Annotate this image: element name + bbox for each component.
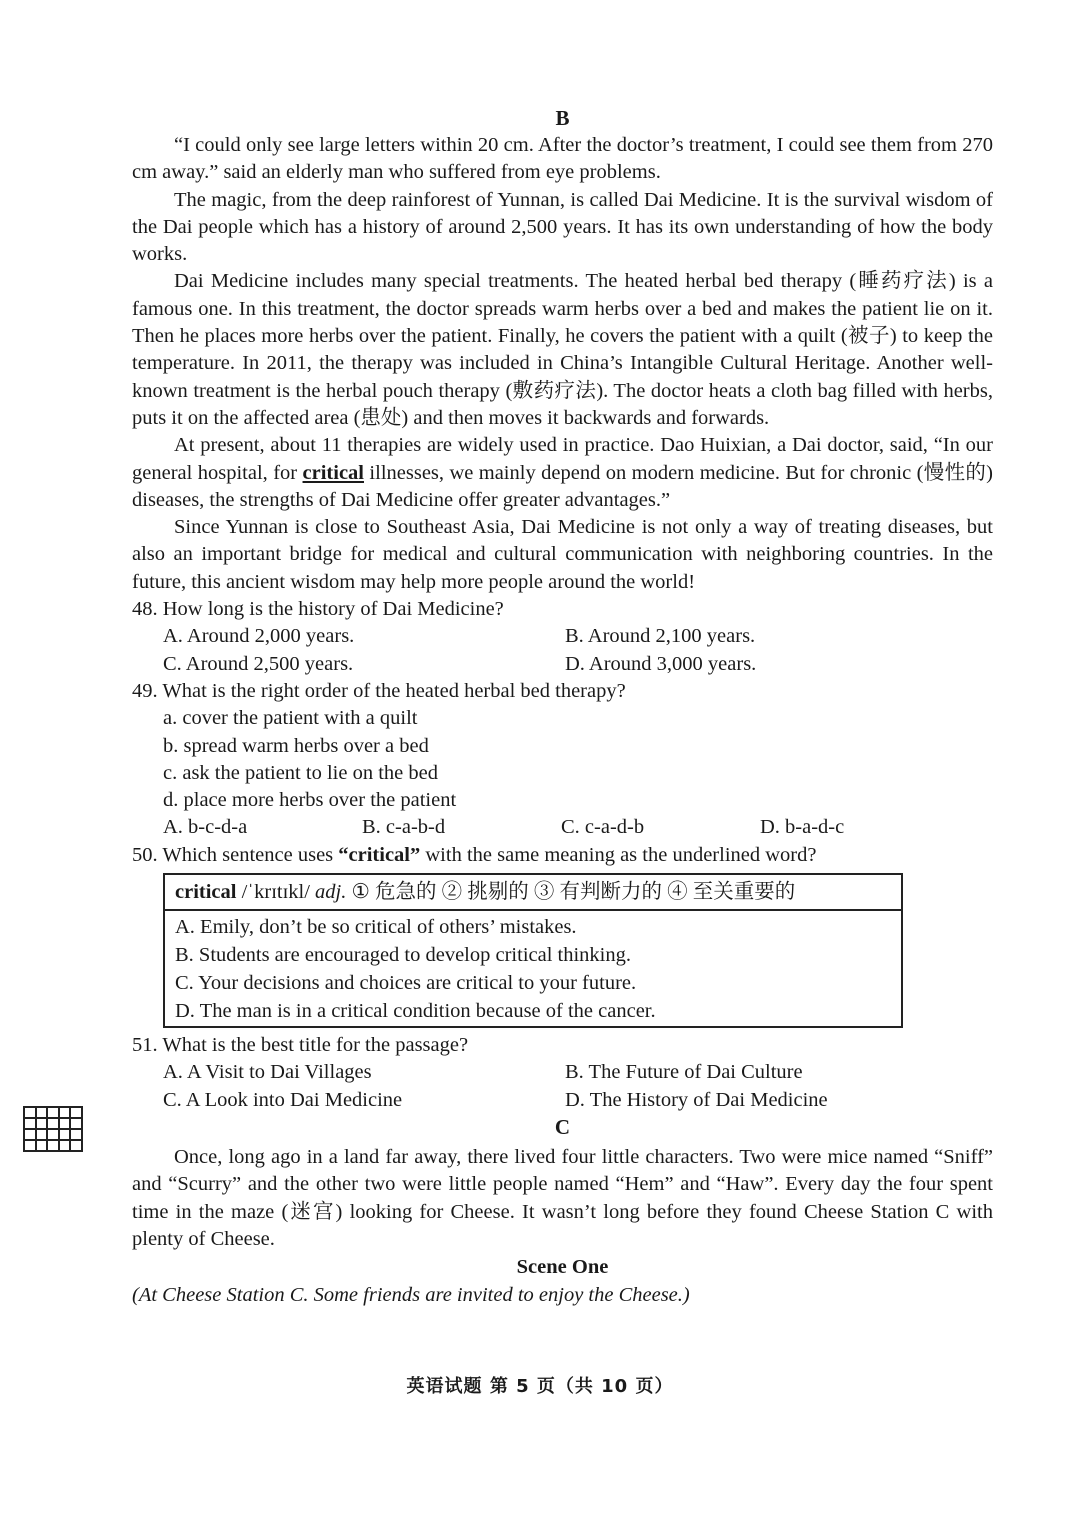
option-a: A. A Visit to Dai Villages: [163, 1061, 372, 1084]
question-51-options: [132, 1059, 993, 1086]
option-a: A. Around 2,000 years.: [163, 625, 355, 648]
option-c: C. A Look into Dai Medicine: [163, 1088, 403, 1111]
text: illnesses, we mainly depend on modern medicine. But for chronic (慢性的) diseases, the strengths of Dai Medicine offer greater advantages.”: [132, 461, 993, 511]
paragraph: Once, long ago in a land far away, there lived four little characters. Two were mice named “Sniff” and “Scurry” and the other two were little people named “Hem” and “Haw”. Every day the four spent time in the maze (迷宫) looking for Cheese. It wasn’t long before they found Cheese Station C with plenty of Cheese.: [132, 1145, 993, 1250]
option-b: B. Around 2,100 years.: [565, 625, 756, 648]
question-48-stem: 48. How long is the history of Dai Medicine?: [132, 598, 504, 621]
grid-icon: [23, 1106, 83, 1152]
paragraph: Since Yunnan is close to Southeast Asia, Dai Medicine is not only a way of treating diseases, but also an important bridge for medical and cultural communication with neighboring countries. In the future, this ancient wisdom may help more people around the world!: [132, 516, 993, 593]
paragraph: The magic, from the deep rainforest of Yunnan, is called Dai Medicine. It is the survival wisdom of the Dai people which has a history of around 2,500 years. It has its own understanding of how the body works.: [132, 188, 993, 266]
option-a: A. b-c-d-a: [163, 816, 248, 839]
dict-pos: adj.: [315, 881, 347, 904]
question-50-options: [165, 911, 901, 1026]
paragraph: Dai Medicine includes many special treatments. The heated herbal bed therapy (睡药疗法) is a famous one. In this treatment, the doctor spreads warm herbs over a bed and makes the patient lie on it. Then he places more herbs over the patient. Finally, he covers the patient with a quilt (被子) to keep the temperature. In 2011, the therapy was included in China’s Intangible Cultural Heritage. Another well-known treatment is the herbal pouch therapy (敷药疗法). The doctor heats a cloth bag filled with herbs, puts it on the affected area (患处) and then moves it backwards and forwards.: [132, 270, 993, 429]
option-d: D. The man is in a critical condition because of the cancer.: [175, 1000, 656, 1023]
question-49-stem: 49. What is the right order of the heated herbal bed therapy?: [132, 679, 626, 702]
question-51-options: [132, 1087, 993, 1114]
exam-page: [132, 105, 993, 1309]
paragraph: “I could only see large letters within 20 cm. After the doctor’s treatment, I could see them from 270 cm away.” said an elderly man who suffered from eye problems.: [132, 134, 993, 184]
option-c: C. c-a-d-b: [561, 816, 645, 839]
option-d: D. The History of Dai Medicine: [565, 1088, 828, 1111]
question-48-options: [132, 623, 993, 650]
scene-title: Scene One: [516, 1256, 609, 1279]
question-51-stem: 51. What is the best title for the passage?: [132, 1034, 469, 1057]
option-c: C. Around 2,500 years.: [163, 652, 354, 675]
step-item: d. place more herbs over the patient: [163, 789, 457, 812]
question-50-stem: [132, 842, 993, 869]
question-48-options: [132, 651, 993, 678]
keyword: “critical”: [338, 843, 421, 866]
text: with the same meaning as the underlined word?: [420, 843, 817, 866]
section-b-title: B: [555, 106, 570, 130]
question-49-options: [132, 814, 993, 841]
dict-phonetic: /ˈkrɪtɪkl/: [236, 881, 316, 904]
option-b: B. Students are encouraged to develop critical thinking.: [175, 944, 631, 967]
stage-direction: (At Cheese Station C. Some friends are invited to enjoy the Cheese.): [132, 1284, 690, 1307]
option-d: D. b-a-d-c: [760, 816, 845, 839]
text: At present, about 11 therapies are widely used in practice. Dao Huixian, a Dai doctor, said, “In our general hospital, for: [132, 434, 993, 484]
option-c: C. Your decisions and choices are critical to your future.: [175, 972, 637, 995]
paragraph-with-underlined-word: [132, 432, 993, 514]
step-item: b. spread warm herbs over a bed: [163, 734, 429, 757]
page-footer: 英语试题 第 5 页（共 10 页）: [406, 1376, 674, 1397]
dictionary-box: [163, 873, 903, 1028]
option-b: B. c-a-b-d: [362, 816, 446, 839]
text: 50. Which sentence uses: [132, 843, 339, 866]
section-c-title: C: [554, 1114, 571, 1139]
underlined-word: critical: [302, 461, 364, 484]
dict-word: critical: [175, 881, 237, 904]
step-item: c. ask the patient to lie on the bed: [163, 761, 438, 784]
option-b: B. The Future of Dai Culture: [565, 1061, 803, 1084]
step-item: a. cover the patient with a quilt: [163, 707, 418, 730]
option-d: D. Around 3,000 years.: [565, 652, 757, 675]
option-a: A. Emily, don’t be so critical of others’ mistakes.: [175, 916, 577, 939]
dict-senses: ① 危急的 ② 挑剔的 ③ 有判断力的 ④ 至关重要的: [346, 881, 796, 904]
dictionary-entry: [165, 875, 901, 911]
